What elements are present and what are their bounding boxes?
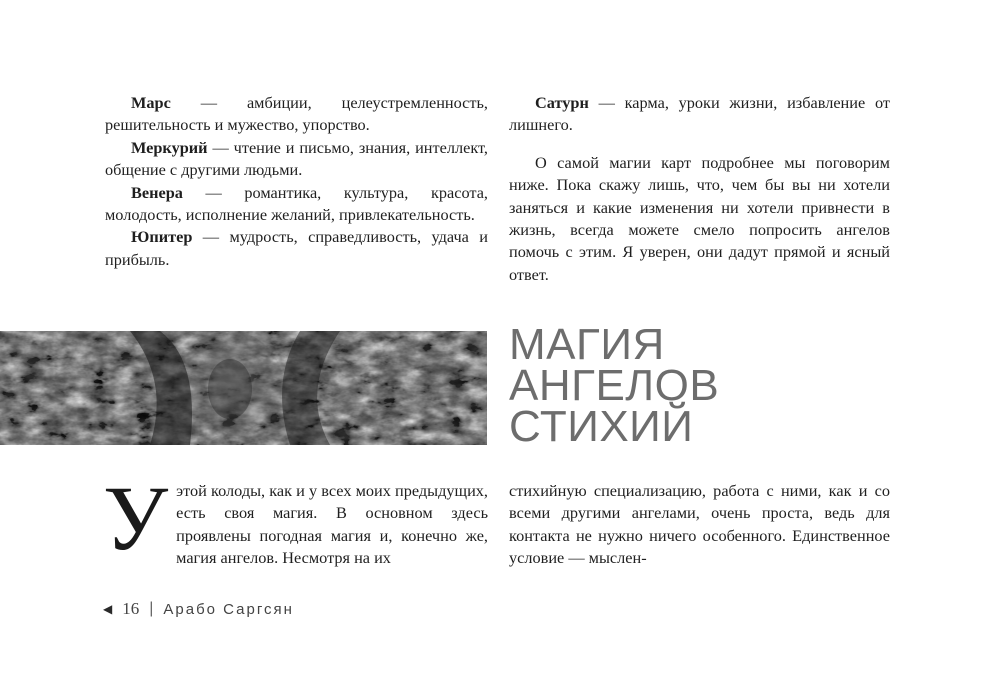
planet-paragraph-venus: Венера — романтика, культура, красота, молодость, исполнение желаний, привлекательность. [105,182,488,225]
term-jupiter: Юпитер [131,227,193,247]
deck-magic-continuation: стихийную специализацию, работа с ними, как и со всеми другими ангелами, очень проста, ведь для контакта не нужно ничего особенного. Единственное условие — мыслен- [509,481,890,568]
deck-magic-paragraph: Уэтой колоды, как и у всех моих предыдущих, есть своя магия. В основном здесь проявлены погодная магия и, конечно же, магия ангелов. Несмотря на их [103,467,488,569]
angel-painting-image [0,331,487,445]
planet-paragraph-mercury: Меркурий — чтение и письмо, знания, интеллект, общение с другими людьми. [105,137,488,180]
triangle-left-icon: ◀ [103,602,113,616]
heading-line-1: МАГИЯ [509,320,665,369]
top-left-column [105,92,488,271]
bottom-right-column [509,480,890,570]
magic-intro-paragraph: О самой магии карт подробнее мы поговорим ниже. Пока скажу лишь, что, чем бы вы ни хотели заняться и какие изменения ни хотели привнести в жизнь, всегда можете смело попросить ангелов помочь с этим. Я уверен, они дадут прямой и ясный ответ. [509,152,890,284]
page-footer [103,598,294,620]
planet-paragraph-saturn: Сатурн — карма, уроки жизни, избавление от лишнего. [509,93,890,135]
bottom-left-column [103,467,488,570]
drop-cap: У [103,467,169,569]
planet-paragraph-mars: Марс — амбиции, целеустремленность, решительность и мужество, упорство. [105,93,488,135]
heading-line-3: СТИХИЙ [509,402,694,451]
author-name: Арабо Саргсян [163,600,294,618]
footer-separator: | [149,600,154,617]
top-right-column [509,92,890,286]
heading-line-2: АНГЕЛОВ [509,361,720,410]
term-mercury: Меркурий [131,137,208,157]
term-venus: Венера [131,182,183,202]
term-saturn: Сатурн [535,93,589,112]
planet-paragraph-jupiter: Юпитер — мудрость, справедливость, удача и прибыль. [105,227,488,269]
term-mars: Марс [131,93,171,112]
section-heading [509,320,909,451]
page-number: 16 [122,599,140,618]
